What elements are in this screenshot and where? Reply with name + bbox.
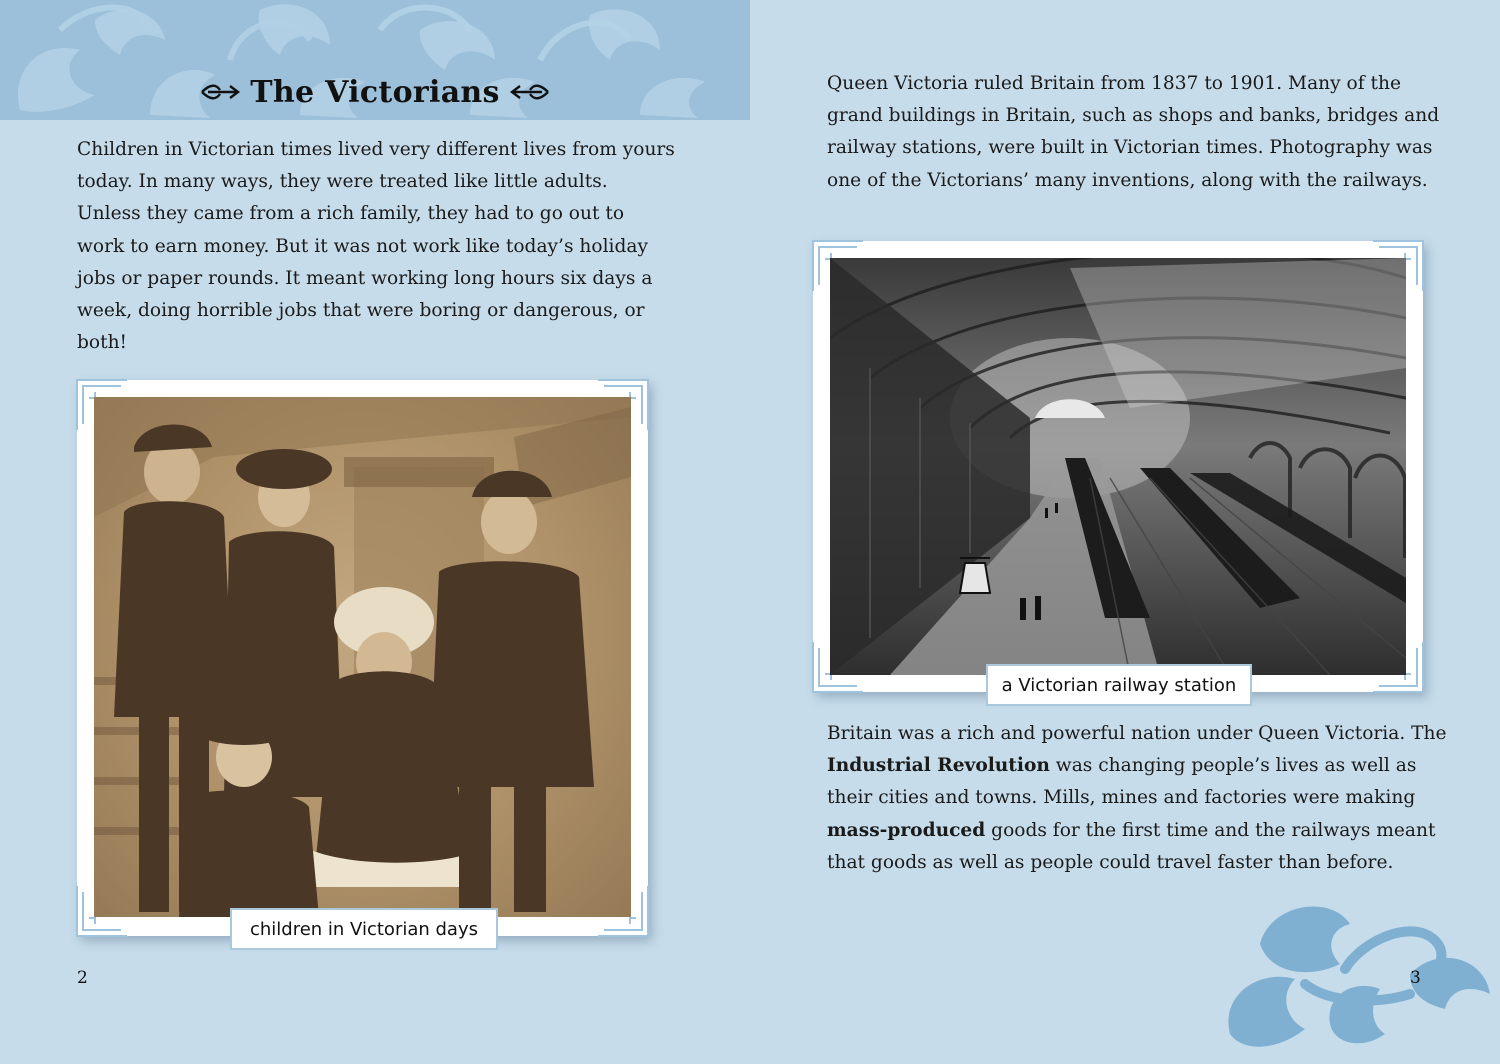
victoria-paragraph: Queen Victoria ruled Britain from 1837 to 1901. Many of the grand buildings in Britain, such as shops and banks, bridges and railway stations, were built in Victorian times. Photography was one of the Victorians’ many inventions, along with the railways. (827, 73, 1440, 191)
page-number-right: 3 (1410, 968, 1421, 988)
floral-ornament-icon (1210, 884, 1500, 1064)
photo-frame-children (77, 380, 648, 936)
heading-wrapper (200, 70, 550, 114)
term-industrial-revolution: Industrial Revolution (827, 755, 1050, 777)
photo-victorian-children (94, 397, 631, 917)
intro-paragraph: Children in Victorian times lived very different lives from yours today. In many ways, they were treated like little adults. Unless they came from a rich family, they had to go out to work to earn money. But it was not work like today’s holiday jobs or paper rounds. It meant working long hours six days a week, doing horrible jobs that were boring or dangerous, or both! (77, 139, 675, 354)
photo-caption-station: a Victorian railway station (986, 664, 1252, 706)
photo-frame-station (813, 241, 1423, 692)
industrial-paragraph (827, 718, 1447, 879)
paragraph-text: Britain was a rich and powerful nation under Queen Victoria. The (827, 723, 1447, 744)
photo-victorian-railway-station (830, 258, 1406, 675)
flourish-right-icon (510, 82, 550, 102)
photo-caption-children: children in Victorian days (230, 908, 498, 950)
paragraph-text: goods for the first time and the railways meant that goods as well as people could travel faster than before. (827, 819, 1436, 873)
page-title: The Victorians (250, 74, 500, 110)
term-mass-produced: mass-produced (827, 819, 986, 841)
flourish-left-icon (200, 82, 240, 102)
page-number-left: 2 (77, 968, 88, 988)
paragraph-text: was changing people’s lives as well as their cities and towns. Mills, mines and factories were making (827, 755, 1417, 809)
